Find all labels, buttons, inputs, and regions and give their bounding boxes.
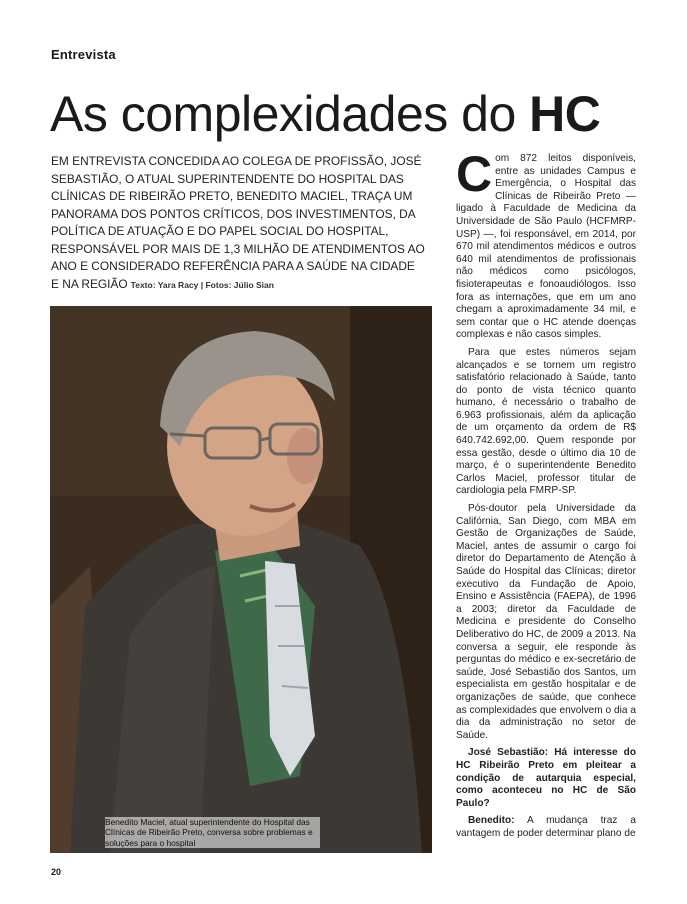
paragraph-text: om 872 leitos disponíveis, entre as unidades Campus e Emergência, o Hospital das Clínicas de Ribeirão Preto — ligado à Faculdade de Medicina da Universidade de São Paulo (HCFMRP-USP) —, foi responsável, em 2014, por 670 mil atendimentos médicos e outros 640 mil atendimentos de profissionais não médicos como psicólogos, fisioterapeutas e fonoaudiólogos. Isso fora as internações, que em um ano chegam a aproximadamente 34 mil, e sem contar que o HC atende doenças complexas e não casos simples.	[456, 153, 636, 341]
answer-text: A mudança traz a vantagem de poder determinar plano de	[456, 815, 636, 839]
portrait-illustration	[50, 306, 432, 853]
lead-text: EM ENTREVISTA CONCEDIDA AO COLEGA DE PROFISSÃO, JOSÉ SEBASTIÃO, O ATUAL SUPERINTENDENTE DO HOSPITAL DAS CLÍNICAS DE RIBEIRÃO PRETO, BENEDITO MACIEL, TRAÇA UM PANORAMA DOS PONTOS CRÍTICOS, DOS INVESTIMENTOS, DA POLÍTICA DE ATUAÇÃO E DO PAPEL SOCIAL DO HOSPITAL, RESPONSÁVEL POR MAIS DE 1,3 MILHÃO DE ATENDIMENTOS AO ANO E CONSIDERADO REFERÊNCIA PARA A SAÚDE NA CIDADE E NA REGIÃO	[51, 154, 425, 291]
interview-photo	[50, 306, 432, 853]
article-paragraph: Pós-doutor pela Universidade da Califórnia, San Diego, com MBA em Gestão de Organizações de Saúde, Maciel, antes de assumir o cargo foi diretor do Departamento de Atenção à Saúde do Hospital das Clínicas; diretor executivo da Fundação de Apoio, Ensino e Assistência (FAEPA), de 1996 a 2003; diretor da Faculdade de Medicina e presidente do Conselho Deliberativo do HC, de 2009 a 2013. Na conversa a seguir, ele responde às perguntas do médico e ex-secretário de saúde, José Sebastião dos Santos, um especialista em gestão hospitalar e de organizações de saúde, que conhece as complexidades que envolvem o dia a dia da administração no setor de Saúde.	[456, 503, 636, 741]
interview-question: José Sebastião: Há interesse do HC Ribeirão Preto em pleitear a condição de autarquia especial, como aconteceu no HC de São Paulo?	[456, 747, 636, 809]
title-bold: HC	[529, 86, 601, 142]
photo-caption: Benedito Maciel, atual superintendente do Hospital das Clínicas de Ribeirão Preto, conversa sobre problemas e soluções para o hospital	[105, 817, 320, 848]
article-paragraph: Para que estes números sejam alcançados e se tornem um registro satisfatório relacionado à Saúde, tanto do ponto de vista técnico quanto humano, é necessário o trabalho de 6.963 profissionais, além da aplicação de um orçamento da ordem de R$ 640.742.692,00. Quem responde por essa gestão, desde o último dia 10 de março, é o superintendente Benedito Carlos Maciel, professor titular de cardiologia pela FMRP-SP.	[456, 346, 636, 497]
credits: Texto: Yara Racy | Fotos: Júlio Sian	[130, 279, 274, 290]
answer-speaker: Benedito:	[468, 815, 515, 827]
page-title	[50, 84, 600, 144]
section-label: Entrevista	[51, 47, 116, 62]
article-paragraph	[456, 146, 636, 342]
interview-answer	[456, 815, 636, 840]
drop-cap: C	[456, 146, 493, 202]
title-regular: As complexidades do	[50, 86, 530, 142]
lead-paragraph	[51, 153, 426, 294]
article-body	[456, 146, 636, 845]
page-number: 20	[51, 867, 62, 877]
